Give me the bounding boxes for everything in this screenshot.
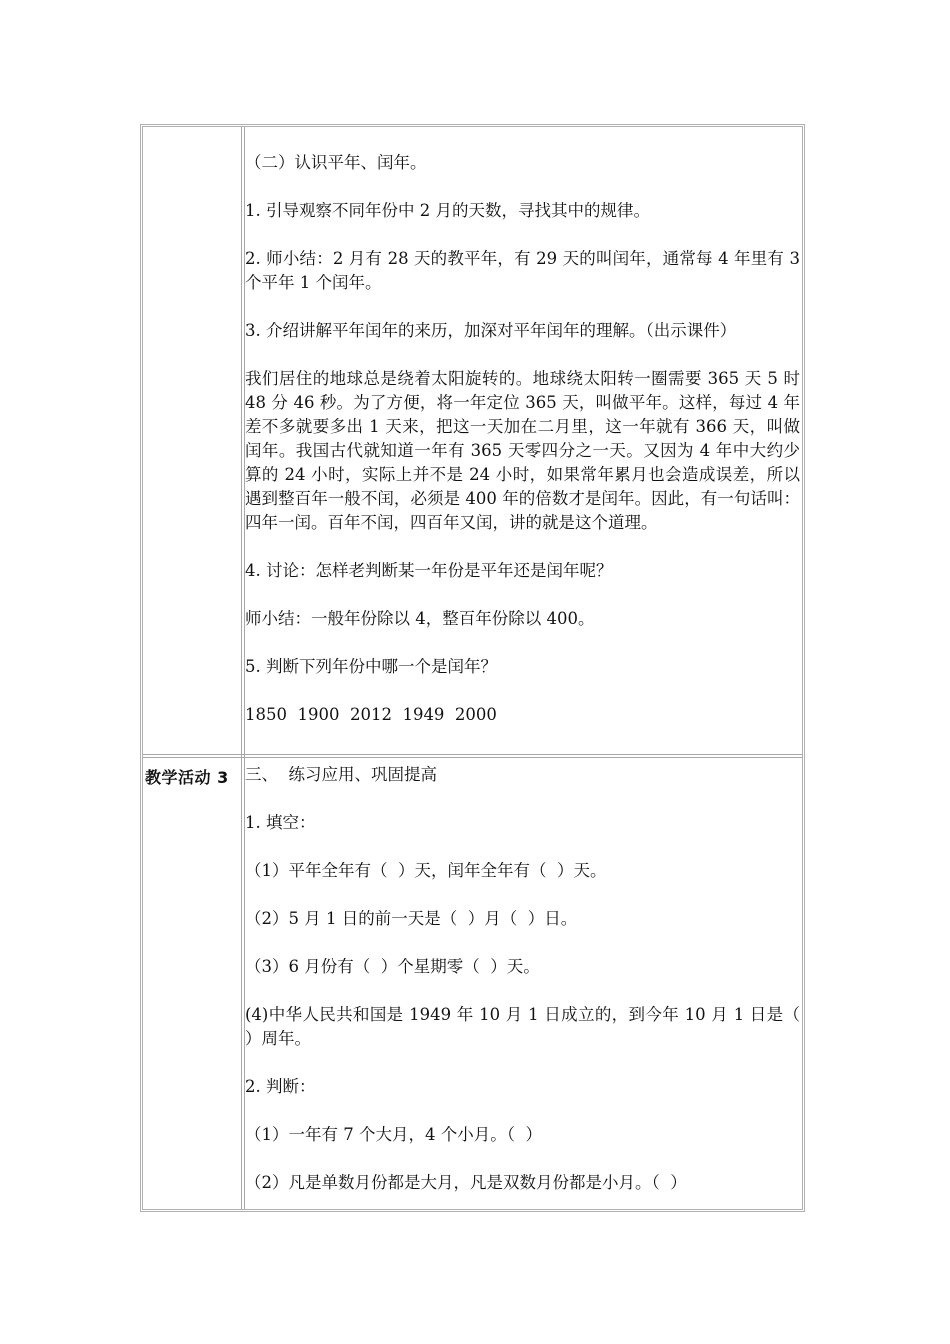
judge-2: （2）凡是单数月份都是大月，凡是双数月份都是小月。（ ） [245, 1173, 687, 1192]
judge-title: 2. 判断： [245, 1077, 316, 1096]
teacher-summary: 师小结：一般年份除以 4，整百年份除以 400。 [245, 609, 595, 628]
section-heading: （二）认识平年、闰年。 [245, 153, 427, 172]
row-divider [143, 754, 802, 758]
judge-1: （1）一年有 7 个大月，4 个小月。（ ） [245, 1125, 542, 1144]
practice-section [245, 763, 800, 1195]
leap-year-section [245, 151, 800, 727]
history-paragraph: 我们居住的地球总是绕着太阳旋转的。地球绕太阳转一圈需要 365 天 5 时 48 分 46 秒。为了方便，将一年定位 365 天，叫做平年。这样，每过 4 年差不多就要多出 1 天来，把这一天加在二月里，这一年就有 366 天，叫做闰年。我国古代就知道一年有 365 天零四分之一天。又因为 4 年中大约少算的 24 小时，实际上并不是 24 小时，如果常年累月也会造成误差，所以遇到整百年一般不闰，必须是 400 年的倍数才是闰年。因此，有一句话叫：四年一闰。百年不闰，四百年又闰，讲的就是这个道理。 [245, 369, 800, 532]
step-5: 5. 判断下列年份中哪一个是闰年？ [245, 657, 497, 676]
lesson-table [140, 124, 805, 1212]
step-3: 3. 介绍讲解平年闰年的来历，加深对平年闰年的理解。（出示课件） [245, 321, 737, 340]
step-2: 2. 师小结：2 月有 28 天的教平年，有 29 天的叫闰年，通常每 4 年里有 3 个平年 1 个闰年。 [245, 249, 800, 292]
fill-blank-2: （2）5 月 1 日的前一天是（ ）月（ ）日。 [245, 909, 578, 928]
fill-blank-3: （3）6 月份有（ ）个星期零（ ）天。 [245, 957, 540, 976]
fill-blank-1: （1）平年全年有（ ）天，闰年全年有（ ）天。 [245, 861, 607, 880]
fill-blank-4: (4)中华人民共和国是 1949 年 10 月 1 日成立的，到今年 10 月 1 日是（ ）周年。 [245, 1005, 800, 1048]
step-1: 1. 引导观察不同年份中 2 月的天数，寻找其中的规律。 [245, 201, 650, 220]
fill-blank-title: 1. 填空： [245, 813, 316, 832]
step-4: 4. 讨论：怎样老判断某一年份是平年还是闰年呢？ [245, 561, 613, 580]
section-heading: 三、 练习应用、巩固提高 [245, 765, 437, 784]
year-list: 1850 1900 2012 1949 2000 [245, 705, 497, 724]
activity-label: 教学活动 3 [145, 768, 229, 787]
